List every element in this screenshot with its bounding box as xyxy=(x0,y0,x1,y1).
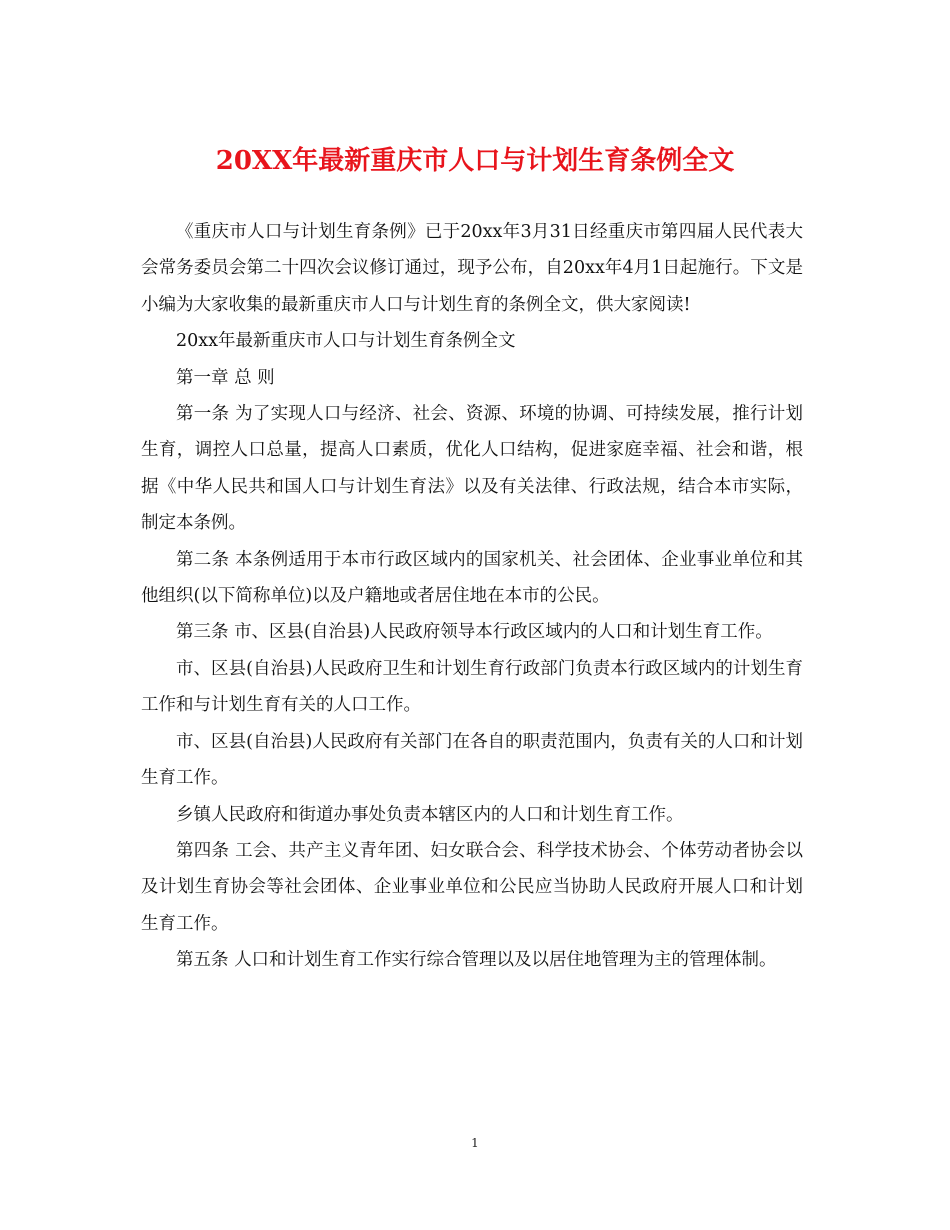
article-2: 第二条 本条例适用于本市行政区域内的国家机关、社会团体、企业事业单位和其他组织(以下简称单位)以及户籍地或者居住地在本市的公民。 xyxy=(141,549,803,607)
article-3-clause-4: 乡镇人民政府和街道办事处负责本辖区内的人口和计划生育工作。 xyxy=(176,804,684,825)
article-4: 第四条 工会、共产主义青年团、妇女联合会、科学技术协会、个体劳动者协会以及计划生育协会等社会团体、企业事业单位和公民应当协助人民政府开展人口和计划生育工作。 xyxy=(141,840,803,934)
article-5: 第五条 人口和计划生育工作实行综合管理以及以居住地管理为主的管理体制。 xyxy=(176,950,777,971)
document-body xyxy=(141,214,803,979)
paragraph-intro: 《重庆市人口与计划生育条例》已于20xx年3月31日经重庆市第四届人民代表大会常务委员会第二十四次会议修订通过，现予公布，自20xx年4月1日起施行。下文是小编为大家收集的最新重庆市人口与计划生育的条例全文，供大家阅读! xyxy=(141,222,803,315)
paragraph-subtitle: 20xx年最新重庆市人口与计划生育条例全文 xyxy=(176,331,516,352)
article-3-clause-2: 市、区县(自治县)人民政府卫生和计划生育行政部门负责本行政区域内的计划生育工作和与计划生育有关的人口工作。 xyxy=(141,658,803,716)
article-3-clause-3: 市、区县(自治县)人民政府有关部门在各自的职责范围内，负责有关的人口和计划生育工作。 xyxy=(141,731,803,789)
article-3: 第三条 市、区县(自治县)人民政府领导本行政区域内的人口和计划生育工作。 xyxy=(176,622,773,643)
chapter-heading: 第一章 总 则 xyxy=(176,367,275,388)
article-1: 第一条 为了实现人口与经济、社会、资源、环境的协调、可持续发展，推行计划生育，调控人口总量，提高人口素质，优化人口结构，促进家庭幸福、社会和谐，根据《中华人民共和国人口与计划生育法》以及有关法律、行政法规，结合本市实际，制定本条例。 xyxy=(141,404,803,534)
page-number: 1 xyxy=(471,1136,479,1150)
document-title: 20XX年最新重庆市人口与计划生育条例全文 xyxy=(215,146,735,176)
